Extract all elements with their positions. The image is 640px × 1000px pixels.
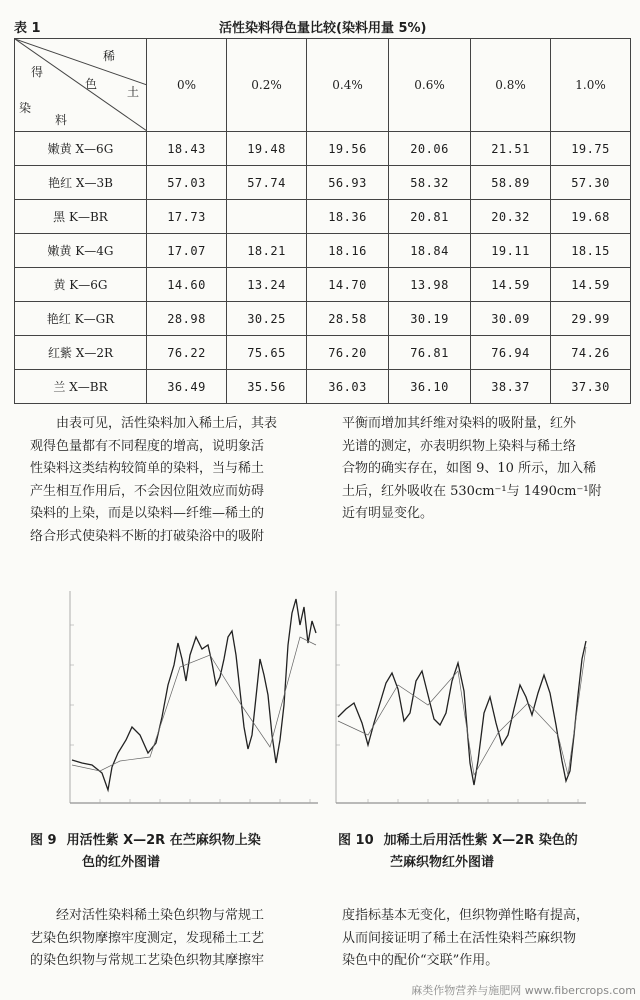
value-cell: 18.36 <box>307 200 389 234</box>
figure-10-number: 图 10 <box>338 833 374 848</box>
value-cell: 76.22 <box>147 336 227 370</box>
corner-label-de: 得 <box>31 65 44 79</box>
corner-label-se: 色 <box>85 77 98 91</box>
value-cell: 57.74 <box>227 166 307 200</box>
figure-9-caption-line1: 用活性紫 X—2R 在苎麻织物上染 <box>66 833 261 848</box>
body-line: 的染色织物与常规工艺染色织物其摩擦牢 <box>30 953 265 968</box>
value-cell <box>227 200 307 234</box>
value-cell: 36.03 <box>307 370 389 404</box>
value-cell: 30.25 <box>227 302 307 336</box>
value-cell: 18.15 <box>551 234 631 268</box>
body-text-left <box>30 413 322 548</box>
value-cell: 58.89 <box>471 166 551 200</box>
body-line: 合物的确实存在，如图 9、10 所示，加入稀 <box>342 461 597 476</box>
value-cell: 36.10 <box>389 370 471 404</box>
col-header: 0.2% <box>227 39 307 132</box>
table-row <box>15 302 631 336</box>
corner-label-xi: 稀 <box>103 49 116 63</box>
value-cell: 38.37 <box>471 370 551 404</box>
dye-name-cell: 黄 K—6G <box>15 268 147 302</box>
value-cell: 18.16 <box>307 234 389 268</box>
body-line: 染色中的配价“交联”作用。 <box>342 953 499 968</box>
value-cell: 74.26 <box>551 336 631 370</box>
corner-label-liao: 料 <box>55 113 68 127</box>
body-line: 产生相互作用后，不会因位阻效应而妨碍 <box>30 483 265 499</box>
value-cell: 14.59 <box>471 268 551 302</box>
site-watermark: 麻类作物营养与施肥网 www.fibercrops.com <box>411 984 636 997</box>
table-title: 活性染料得色量比较(染料用量 5%) <box>219 21 427 36</box>
bottom-text-right <box>342 905 634 973</box>
table-body <box>15 132 631 404</box>
dye-name-cell: 兰 X—BR <box>15 370 147 404</box>
value-cell: 18.21 <box>227 234 307 268</box>
body-line: 土后，红外吸收在 530cm⁻¹与 1490cm⁻¹附 <box>342 483 602 499</box>
table-row <box>15 336 631 370</box>
col-header: 1.0% <box>551 39 631 132</box>
value-cell: 14.70 <box>307 268 389 302</box>
value-cell: 29.99 <box>551 302 631 336</box>
value-cell: 14.59 <box>551 268 631 302</box>
table-caption <box>14 14 626 38</box>
body-line: 性染料这类结构较简单的染料，当与稀土 <box>30 461 265 476</box>
dye-name-cell: 嫩黄 K—4G <box>15 234 147 268</box>
ir-spectrum-figure-9 <box>60 585 322 813</box>
value-cell: 57.03 <box>147 166 227 200</box>
body-line: 络合形式使染料不断的打破染浴中的吸附 <box>30 528 265 544</box>
value-cell: 76.94 <box>471 336 551 370</box>
table-label: 表 1 <box>14 21 41 36</box>
table-header-row <box>15 39 631 132</box>
body-line: 近有明显变化。 <box>342 506 434 521</box>
value-cell: 19.48 <box>227 132 307 166</box>
value-cell: 20.81 <box>389 200 471 234</box>
value-cell: 19.56 <box>307 132 389 166</box>
figure-10-caption-line1: 加稀土后用活性紫 X—2R 染色的 <box>383 833 578 848</box>
value-cell: 13.98 <box>389 268 471 302</box>
value-cell: 19.75 <box>551 132 631 166</box>
value-cell: 35.56 <box>227 370 307 404</box>
col-header: 0.8% <box>471 39 551 132</box>
body-line: 光谱的测定，亦表明织物上染料与稀土络 <box>342 438 577 454</box>
table-row <box>15 132 631 166</box>
value-cell: 17.73 <box>147 200 227 234</box>
figure-9-caption-line2: 色的红外图谱 <box>82 855 161 870</box>
value-cell: 18.84 <box>389 234 471 268</box>
body-line: 观得色量都有不同程度的增高，说明象活 <box>30 438 265 454</box>
corner-label-ran: 染 <box>19 101 32 115</box>
col-header: 0% <box>147 39 227 132</box>
value-cell: 56.93 <box>307 166 389 200</box>
dye-name-cell: 艳红 X—3B <box>15 166 147 200</box>
dye-name-cell: 嫩黄 X—6G <box>15 132 147 166</box>
figure-10-caption-line2: 苎麻织物红外图谱 <box>390 855 495 870</box>
value-cell: 19.11 <box>471 234 551 268</box>
ir-spectrum-figure-10 <box>328 585 590 813</box>
dye-name-cell: 红紫 X—2R <box>15 336 147 370</box>
body-line: 艺染色织物摩擦牢度测定，发现稀土工艺 <box>30 930 265 946</box>
value-cell: 18.43 <box>147 132 227 166</box>
value-cell: 20.06 <box>389 132 471 166</box>
value-cell: 30.09 <box>471 302 551 336</box>
body-line: 度指标基本无变化，但织物弹性略有提高， <box>342 908 590 923</box>
value-cell: 58.32 <box>389 166 471 200</box>
value-cell: 28.58 <box>307 302 389 336</box>
value-cell: 17.07 <box>147 234 227 268</box>
figure-9-number: 图 9 <box>30 833 57 848</box>
col-header: 0.6% <box>389 39 471 132</box>
value-cell: 28.98 <box>147 302 227 336</box>
value-cell: 76.20 <box>307 336 389 370</box>
value-cell: 19.68 <box>551 200 631 234</box>
value-cell: 30.19 <box>389 302 471 336</box>
dye-name-cell: 艳红 K—GR <box>15 302 147 336</box>
value-cell: 20.32 <box>471 200 551 234</box>
value-cell: 21.51 <box>471 132 551 166</box>
value-cell: 36.49 <box>147 370 227 404</box>
value-cell: 75.65 <box>227 336 307 370</box>
figure-10-caption <box>338 830 630 874</box>
body-text-right <box>342 413 634 526</box>
value-cell: 37.30 <box>551 370 631 404</box>
corner-label-tu: 土 <box>127 85 140 99</box>
figure-9-caption <box>30 830 330 874</box>
value-cell: 57.30 <box>551 166 631 200</box>
table-corner-cell <box>15 39 147 132</box>
table-row <box>15 370 631 404</box>
body-line: 由表可见，活性染料加入稀土后，其表 <box>56 416 278 431</box>
table-row <box>15 234 631 268</box>
body-line: 从而间接证明了稀土在活性染料苎麻织物 <box>342 930 577 946</box>
body-line: 平衡而增加其纤维对染料的吸附量，红外 <box>342 416 577 431</box>
value-cell: 14.60 <box>147 268 227 302</box>
table-row <box>15 200 631 234</box>
body-line: 经对活性染料稀土染色织物与常规工 <box>56 908 265 923</box>
body-line: 染料的上染，而是以染料—纤维—稀土的 <box>30 506 265 521</box>
table-row <box>15 166 631 200</box>
dye-yield-table <box>14 38 631 404</box>
dye-name-cell: 黑 K—BR <box>15 200 147 234</box>
value-cell: 13.24 <box>227 268 307 302</box>
col-header: 0.4% <box>307 39 389 132</box>
value-cell: 76.81 <box>389 336 471 370</box>
table-row <box>15 268 631 302</box>
bottom-text-left <box>30 905 322 973</box>
